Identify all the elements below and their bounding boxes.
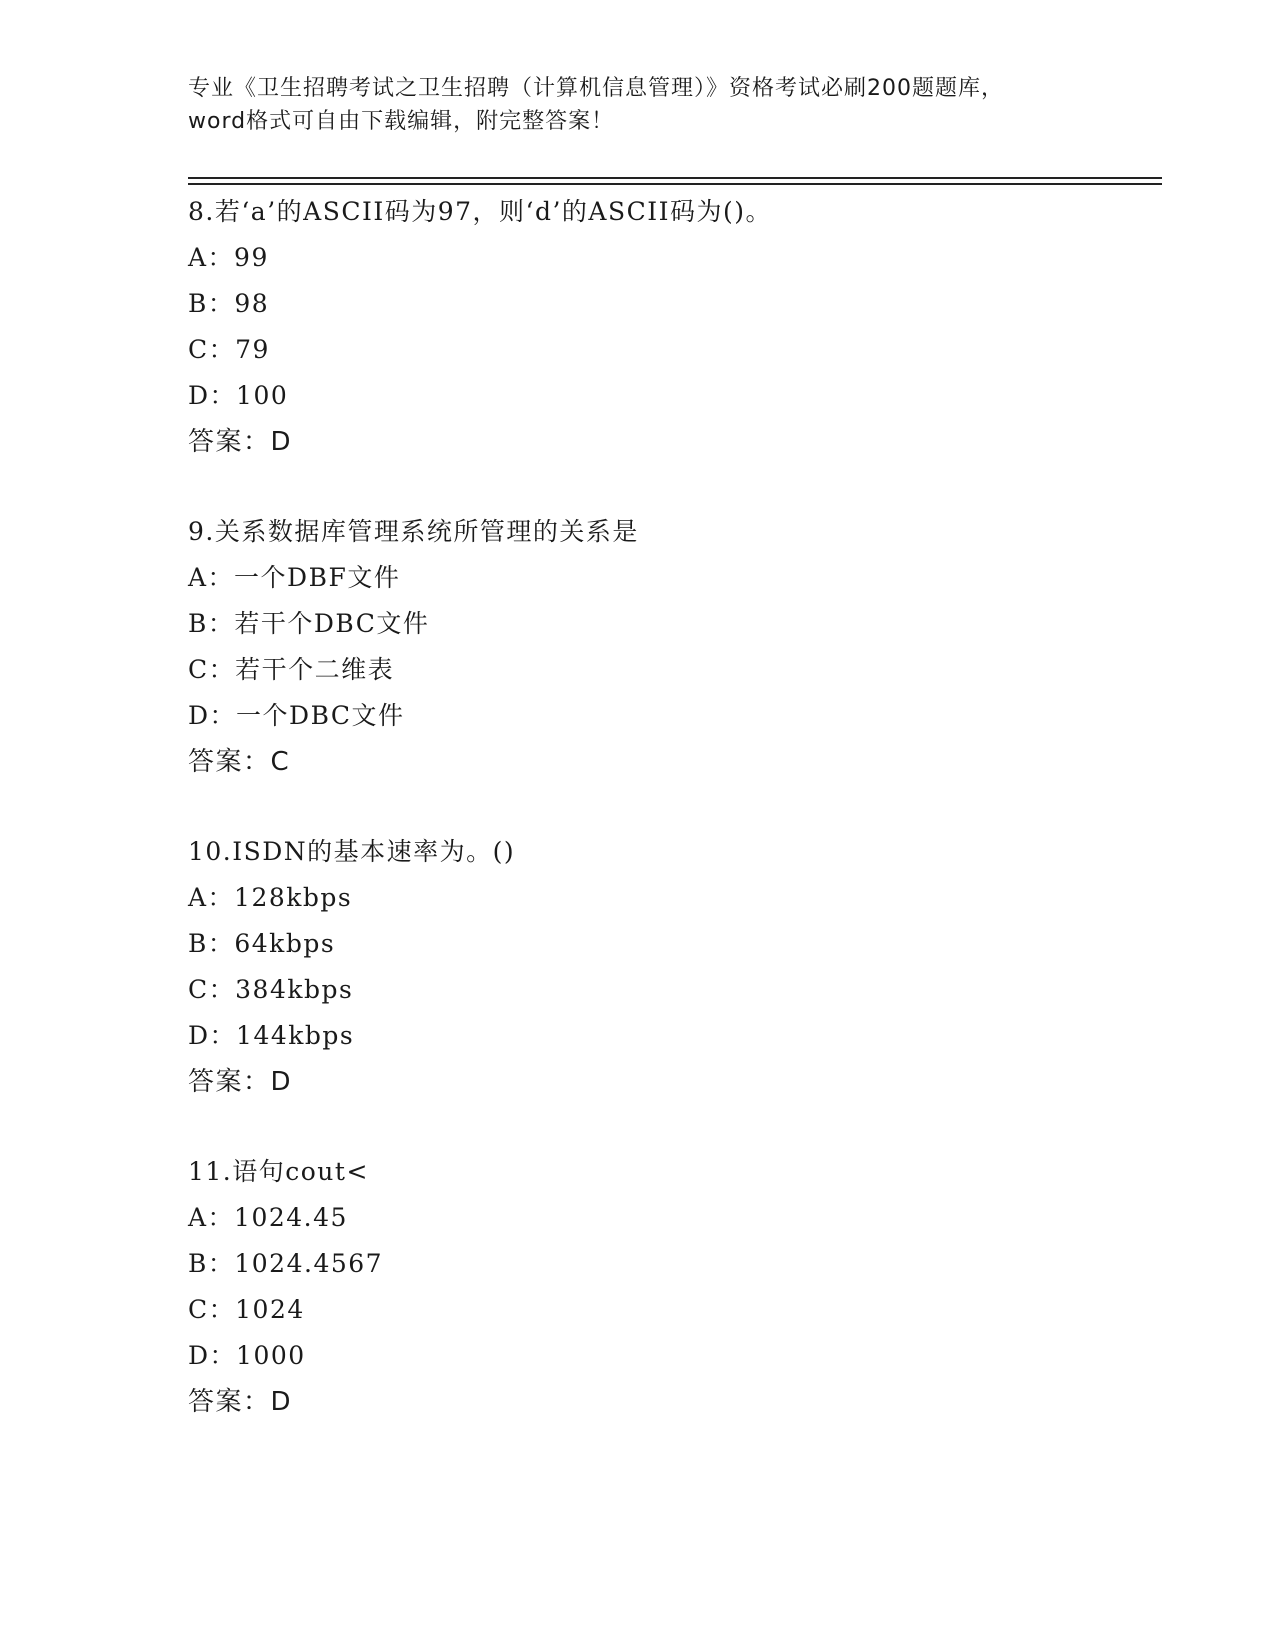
answer-label: 答案：C	[188, 747, 291, 777]
question-11	[188, 1149, 1148, 1425]
header-divider-top	[188, 177, 1162, 179]
question-title: 10.ISDN的基本速率为。()	[188, 837, 516, 866]
question-8	[188, 189, 1148, 465]
option-c: C：384kbps	[188, 975, 354, 1004]
option-d: D：144kbps	[188, 1021, 355, 1050]
answer-label: 答案：D	[188, 1067, 293, 1097]
option-b: B：1024.4567	[188, 1249, 384, 1278]
option-b: B：98	[188, 289, 270, 318]
option-d: D：一个DBC文件	[188, 701, 405, 730]
question-9	[188, 509, 1148, 785]
option-c: C：79	[188, 335, 270, 364]
option-a: A：128kbps	[188, 883, 353, 912]
option-b: B：若干个DBC文件	[188, 609, 430, 638]
option-c: C：若干个二维表	[188, 655, 395, 684]
answer-label: 答案：D	[188, 427, 293, 457]
option-b: B：64kbps	[188, 929, 336, 958]
header-line-2: word格式可自由下载编辑，附完整答案！	[188, 109, 615, 134]
option-a: A：1024.45	[188, 1203, 348, 1232]
question-title: 8.若‘a’的ASCII码为97，则‘d’的ASCII码为()。	[188, 197, 772, 226]
document-header	[188, 72, 1088, 138]
option-a: A：99	[188, 243, 269, 272]
header-divider-bottom	[188, 183, 1162, 185]
answer-label: 答案：D	[188, 1387, 293, 1417]
question-title: 9.关系数据库管理系统所管理的关系是	[188, 517, 639, 546]
option-d: D：1000	[188, 1341, 306, 1370]
question-10	[188, 829, 1148, 1105]
option-c: C：1024	[188, 1295, 305, 1324]
header-line-1: 专业《卫生招聘考试之卫生招聘（计算机信息管理）》资格考试必刷200题题库，	[188, 76, 1004, 101]
option-d: D：100	[188, 381, 289, 410]
option-a: A：一个DBF文件	[188, 563, 401, 592]
question-title: 11.语句cout<	[188, 1157, 369, 1186]
